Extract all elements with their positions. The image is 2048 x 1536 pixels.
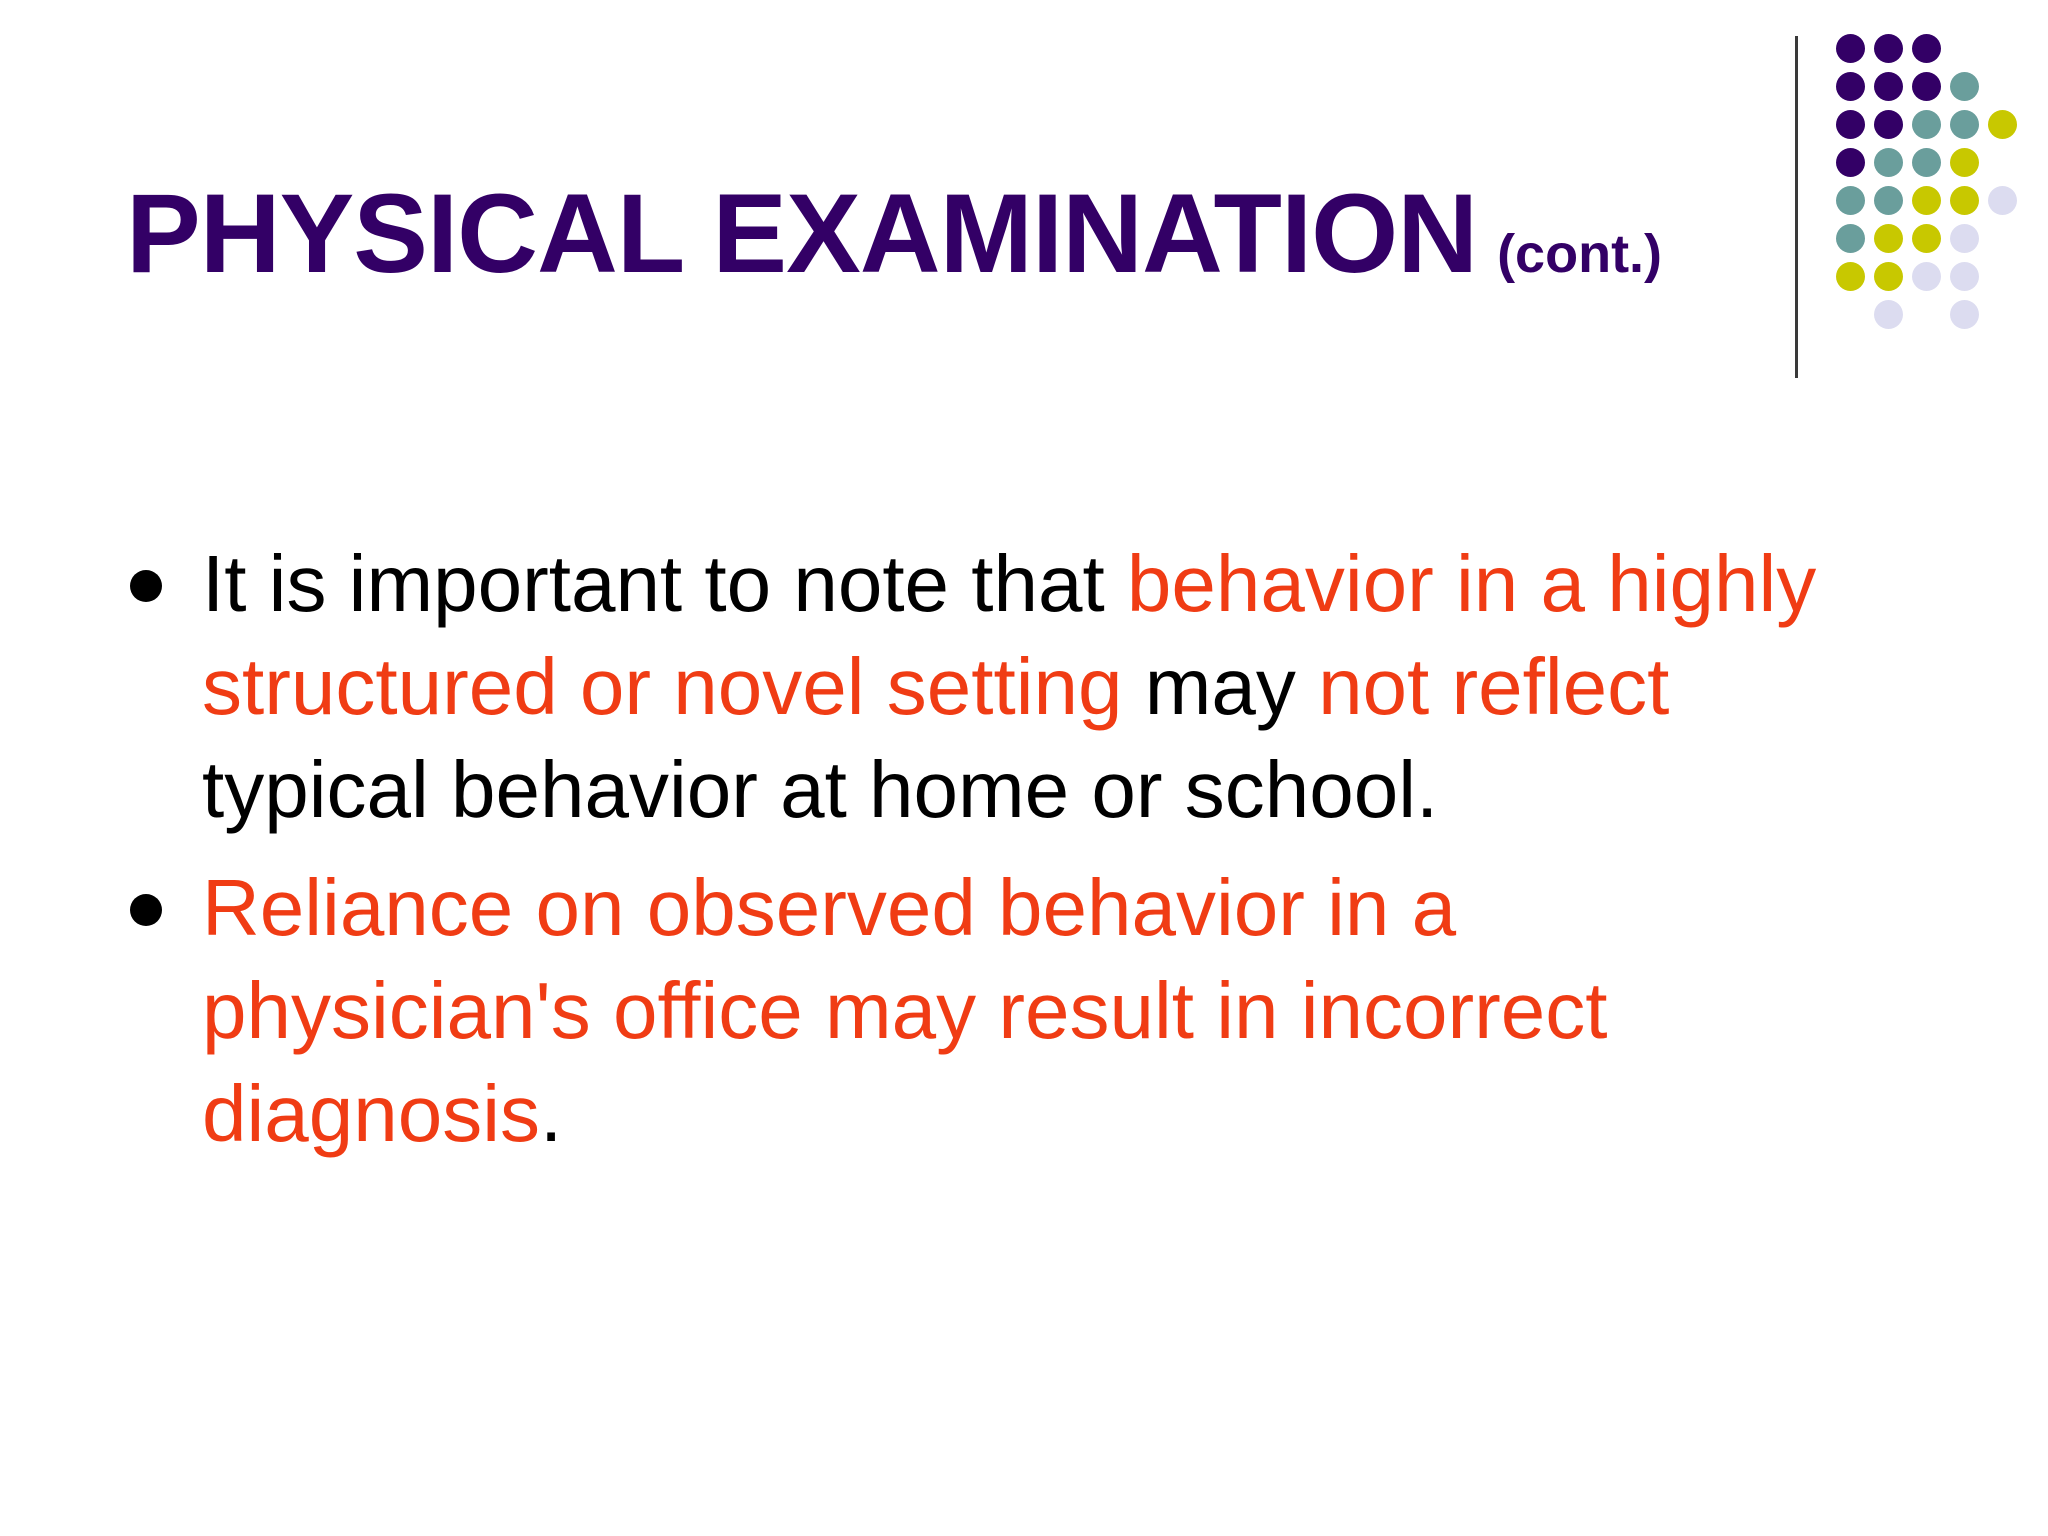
text-highlight: Reliance on observed behavior in a — [202, 863, 1457, 952]
decor-dot — [1912, 262, 1941, 291]
text-highlight: behavior in a highly — [1126, 539, 1817, 628]
text-plain: may — [1122, 642, 1319, 731]
decor-dot — [1912, 34, 1941, 63]
bullet-1-line-1 — [202, 532, 1950, 635]
decor-dot — [1912, 224, 1941, 253]
decor-dot — [1950, 300, 1979, 329]
decor-dot — [1988, 186, 2017, 215]
decor-dot — [1874, 72, 1903, 101]
decor-dot — [1836, 34, 1865, 63]
text-highlight: physician's office may result in incorrect — [202, 966, 1608, 1055]
decor-dot — [1950, 224, 1979, 253]
decor-dot — [1950, 148, 1979, 177]
decor-dot — [1912, 72, 1941, 101]
bullet-icon — [130, 570, 162, 602]
title-main: PHYSICAL EXAMINATION — [126, 171, 1478, 296]
decor-dot — [1836, 262, 1865, 291]
bullet-1-line-3 — [202, 738, 1950, 841]
bullet-1-line-2 — [202, 635, 1950, 738]
text-plain: It is important to note that — [202, 539, 1127, 628]
bullet-2-line-1 — [202, 856, 1950, 959]
decor-dot — [1874, 262, 1903, 291]
bullet-item-1 — [130, 532, 1950, 841]
text-highlight: not reflect — [1318, 642, 1670, 731]
slide-title — [126, 171, 1663, 296]
decor-dot — [1836, 186, 1865, 215]
decor-dot — [1874, 148, 1903, 177]
bullet-list — [130, 532, 1950, 1180]
decor-dot — [1836, 110, 1865, 139]
decor-dot — [1950, 262, 1979, 291]
text-highlight: structured or novel setting — [202, 642, 1123, 731]
decor-dot — [1836, 224, 1865, 253]
decor-dot — [1874, 110, 1903, 139]
decor-dot — [1874, 186, 1903, 215]
text-highlight: diagnosis — [202, 1069, 541, 1158]
text-plain: . — [540, 1069, 563, 1158]
decor-dot — [1912, 110, 1941, 139]
decor-dot — [1950, 72, 1979, 101]
decor-dot — [1912, 148, 1941, 177]
decor-dot — [1836, 72, 1865, 101]
decor-dot — [1836, 148, 1865, 177]
decor-dot — [1912, 186, 1941, 215]
title-suffix: (cont.) — [1497, 224, 1663, 284]
decor-dot — [1950, 186, 1979, 215]
decor-dot — [1874, 300, 1903, 329]
decor-dot — [1874, 34, 1903, 63]
decor-dot — [1950, 110, 1979, 139]
vertical-divider — [1795, 36, 1798, 378]
bullet-item-2 — [130, 856, 1950, 1165]
bullet-2-line-3 — [202, 1062, 1950, 1165]
text-plain: typical behavior at home or school. — [202, 745, 1439, 834]
bullet-icon — [130, 894, 162, 926]
decor-dot — [1874, 224, 1903, 253]
bullet-2-line-2 — [202, 959, 1950, 1062]
decor-dot — [1988, 110, 2017, 139]
